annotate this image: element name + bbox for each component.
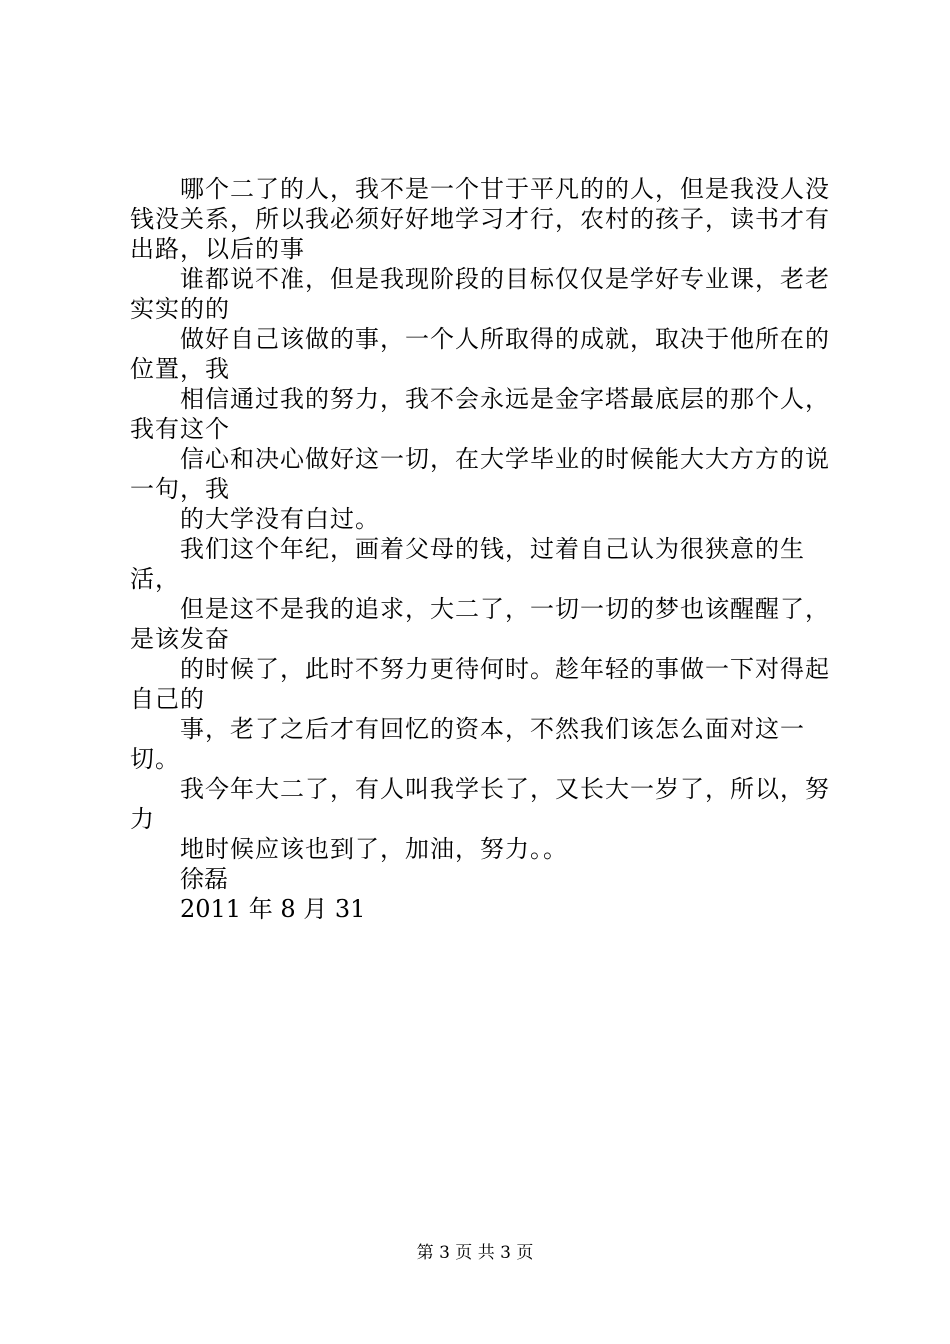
paragraph-7: 我们这个年纪，画着父母的钱，过着自己认为很狭意的生活， xyxy=(130,535,805,593)
paragraph-6: 的大学没有白过。 xyxy=(180,505,380,533)
signature-date: 2011 年 8 月 31 xyxy=(180,895,366,923)
paragraph-9: 的时候了，此时不努力更待何时。趁年轻的事做一下对得起自己的 xyxy=(130,655,830,713)
page-footer: 第 3 页 共 3 页 xyxy=(416,1243,534,1263)
paragraph-4: 相信通过我的努力，我不会永远是金字塔最底层的那个人，我有这个 xyxy=(130,385,830,443)
paragraph-3: 做好自己该做的事，一个人所取得的成就，取决于他所在的位置，我 xyxy=(130,325,830,383)
paragraph-12: 地时候应该也到了，加油，努力。。 xyxy=(180,835,568,863)
signature-name: 徐磊 xyxy=(180,865,228,893)
paragraph-1: 哪个二了的人，我不是一个甘于平凡的的人，但是我没人没钱没关系，所以我必须好好地学习才行，农村的孩子，读书才有出路，以后的事 xyxy=(130,175,830,263)
paragraph-8: 但是这不是我的追求，大二了，一切一切的梦也该醒醒了，是该发奋 xyxy=(130,595,830,653)
body-text xyxy=(130,174,830,924)
paragraph-2: 谁都说不准，但是我现阶段的目标仅仅是学好专业课，老老实实的的 xyxy=(130,265,830,323)
paragraph-5: 信心和决心做好这一切，在大学毕业的时候能大大方方的说一句，我 xyxy=(130,445,830,503)
paragraph-11: 我今年大二了，有人叫我学长了，又长大一岁了，所以，努力 xyxy=(130,775,830,833)
paragraph-10: 事，老了之后才有回忆的资本，不然我们该怎么面对这一切。 xyxy=(130,715,805,773)
